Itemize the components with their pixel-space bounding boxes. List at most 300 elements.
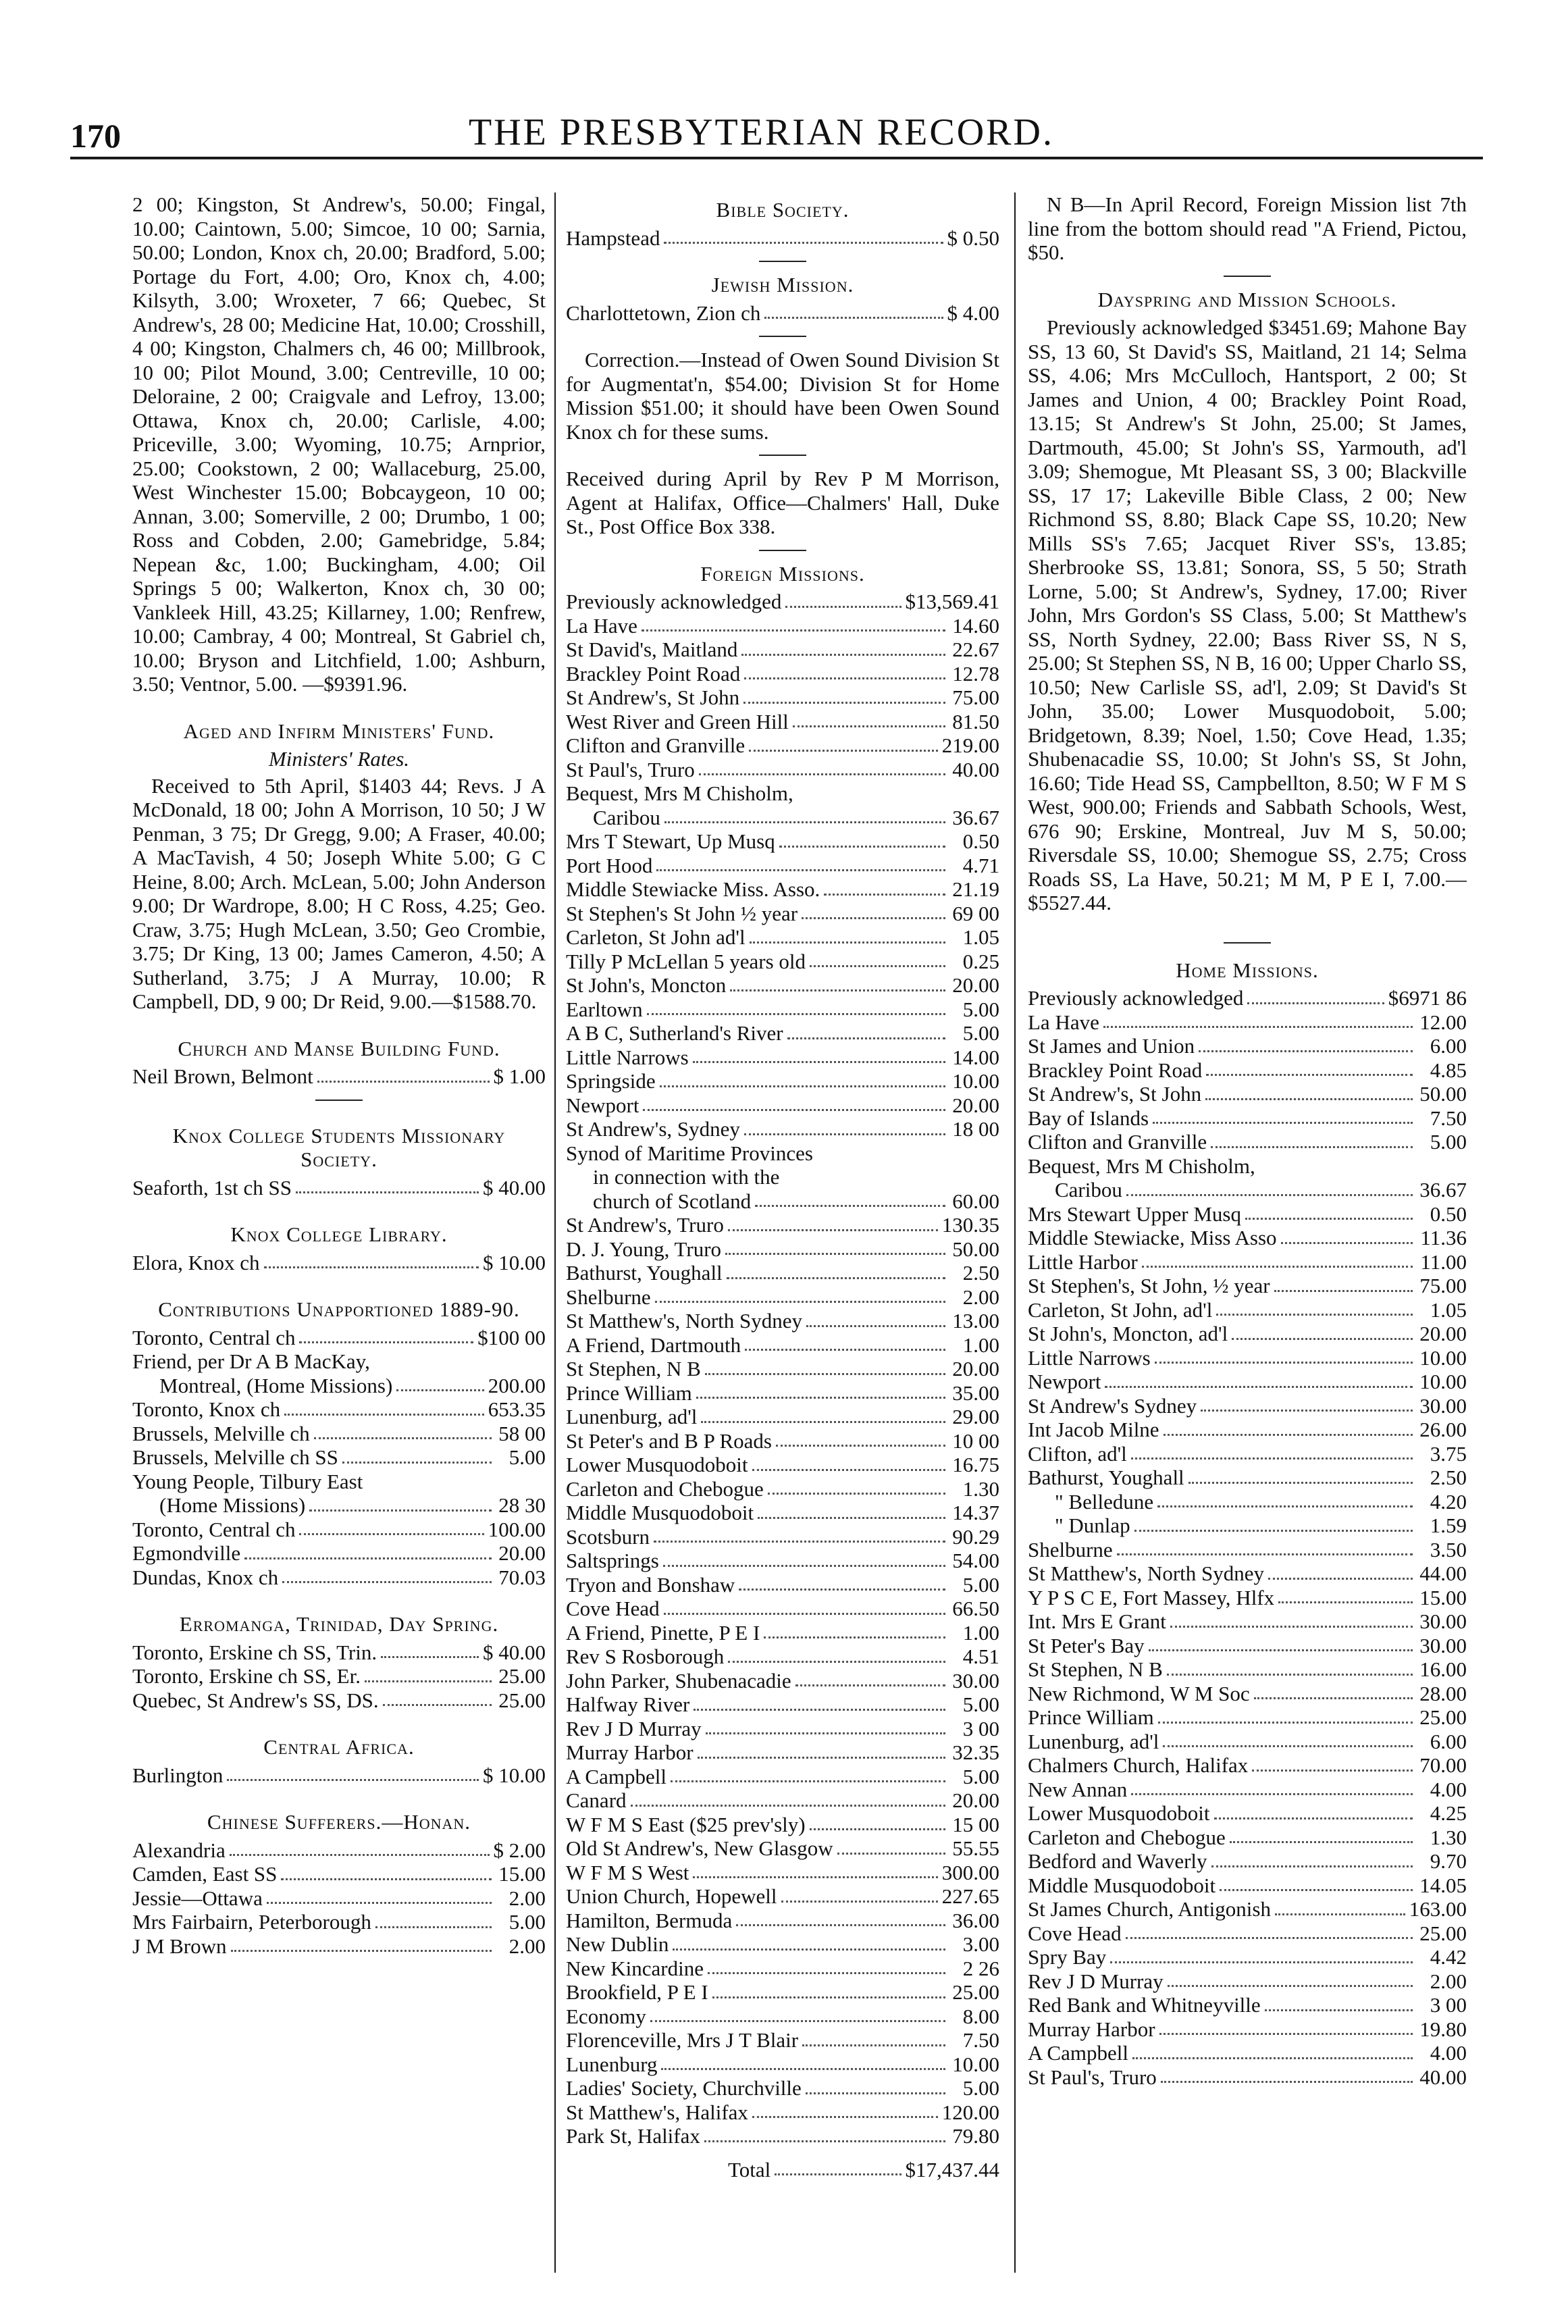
ledger-row bbox=[1028, 1682, 1467, 1706]
leader-dots bbox=[694, 1709, 945, 1711]
ledger-row bbox=[132, 1664, 546, 1688]
entry-label: Red Bank and Whitneyville bbox=[1028, 1993, 1261, 2017]
leader-dots bbox=[793, 725, 945, 727]
ledger-row bbox=[1028, 1466, 1467, 1490]
entry-amount: 1.30 bbox=[1430, 1825, 1467, 1849]
entry-label: Little Narrows bbox=[566, 1045, 689, 1069]
leader-dots bbox=[750, 941, 945, 944]
entry-amount: 4.00 bbox=[1430, 2041, 1467, 2065]
leader-dots bbox=[1252, 1770, 1413, 1772]
leader-dots bbox=[1103, 1026, 1413, 1028]
leader-dots bbox=[655, 1301, 945, 1303]
leader-dots bbox=[1168, 1985, 1413, 1987]
leader-dots bbox=[1132, 2057, 1413, 2059]
leader-dots bbox=[284, 1414, 484, 1416]
separator bbox=[759, 550, 806, 551]
entry-label: St Stephen's St John ½ year bbox=[566, 901, 798, 925]
leader-dots bbox=[725, 1253, 945, 1255]
entry-label: Alexandria bbox=[132, 1838, 226, 1862]
entry-amount: 25.00 bbox=[1419, 1921, 1467, 1945]
entry-amount: 20.00 bbox=[498, 1541, 546, 1565]
leader-dots bbox=[663, 1565, 945, 1567]
entry-amount: 10.00 bbox=[952, 2052, 999, 2076]
entry-label: Newport bbox=[566, 1093, 639, 1117]
ledger-row bbox=[1028, 1202, 1467, 1226]
entry-amount: 6.00 bbox=[1430, 1729, 1467, 1753]
entry-amount: $ 1.00 bbox=[493, 1064, 546, 1088]
leader-dots bbox=[837, 1853, 945, 1855]
ledger-row bbox=[566, 614, 999, 638]
entry-label: Camden, East SS bbox=[132, 1862, 278, 1886]
leader-dots bbox=[806, 1325, 945, 1327]
leader-dots bbox=[755, 1205, 945, 1207]
column-3 bbox=[1028, 192, 1467, 2273]
ledger-row bbox=[132, 1064, 546, 1089]
ledger-row bbox=[1028, 1538, 1467, 1562]
entry-label: Caribou bbox=[1055, 1178, 1122, 1202]
entry-label: Bedford and Waverly bbox=[1028, 1849, 1207, 1873]
entry-amount: 25.00 bbox=[498, 1688, 546, 1712]
entry-amount: 5.00 bbox=[508, 1910, 546, 1934]
ledger-row bbox=[566, 2005, 999, 2029]
leader-dots bbox=[1214, 1817, 1413, 1819]
entry-amount: 5.00 bbox=[962, 1572, 999, 1597]
leader-dots bbox=[643, 1109, 945, 1111]
ledger-row bbox=[566, 877, 999, 902]
leader-dots bbox=[1281, 1242, 1413, 1244]
ledger-row bbox=[1028, 1490, 1467, 1514]
leader-dots bbox=[764, 317, 943, 319]
entry-amount: 19.80 bbox=[1419, 2017, 1467, 2041]
ledger-row bbox=[1028, 986, 1467, 1010]
leader-dots bbox=[739, 1589, 945, 1591]
column-rule-left bbox=[554, 192, 556, 2273]
entry-label: Mrs Stewart Upper Musq bbox=[1028, 1202, 1241, 1226]
ledger-row bbox=[132, 1886, 546, 1911]
ledger-row bbox=[566, 1909, 999, 1933]
entry-label: Toronto, Knox ch bbox=[132, 1397, 281, 1421]
leader-dots bbox=[699, 773, 945, 775]
entry-amount: 0.50 bbox=[1430, 1202, 1467, 1226]
entry-label: St Peter's Bay bbox=[1028, 1633, 1145, 1657]
entry-amount: 36.00 bbox=[952, 1908, 999, 1932]
ledger-row bbox=[1028, 1634, 1467, 1658]
ledger-row bbox=[132, 1763, 546, 1788]
ledger-row bbox=[566, 1213, 999, 1237]
leader-dots bbox=[1245, 1218, 1413, 1220]
ledger-row bbox=[566, 1980, 999, 2005]
entry-label: Brussels, Melville ch SS bbox=[132, 1445, 338, 1469]
entry-label: Brackley Point Road bbox=[566, 661, 741, 686]
ledger-row bbox=[132, 1493, 546, 1518]
ledger-row bbox=[566, 733, 999, 758]
entry-amount: 4.71 bbox=[962, 853, 999, 877]
ledger-row bbox=[1028, 1874, 1467, 1898]
leader-dots bbox=[1188, 1482, 1413, 1484]
entry-amount: 79.80 bbox=[952, 2124, 999, 2148]
column-1 bbox=[132, 192, 546, 2273]
ledger-row bbox=[1028, 1106, 1467, 1131]
ledger-row bbox=[566, 1621, 999, 1645]
ledger-row bbox=[566, 2124, 999, 2148]
ledger-row bbox=[132, 1566, 546, 1590]
separator bbox=[759, 455, 806, 456]
ledger-row bbox=[132, 1518, 546, 1542]
ledger-row bbox=[132, 1862, 546, 1886]
entry-amount: 6.00 bbox=[1430, 1034, 1467, 1058]
leader-dots bbox=[701, 1421, 945, 1423]
ledger-row bbox=[1028, 1130, 1467, 1154]
entry-amount: 4.85 bbox=[1430, 1058, 1467, 1082]
entry-label: Springside bbox=[566, 1069, 656, 1093]
entry-label: St Matthew's, North Sydney bbox=[566, 1309, 803, 1333]
entry-amount: 4.20 bbox=[1430, 1489, 1467, 1514]
entry-label: Brookfield, P E I bbox=[566, 1980, 708, 2004]
ledger-row bbox=[1028, 1514, 1467, 1538]
entry-amount: 1.30 bbox=[962, 1476, 999, 1501]
ledger-row bbox=[132, 1374, 546, 1398]
ledger-row bbox=[1028, 1250, 1467, 1274]
entry-amount: 4.25 bbox=[1430, 1801, 1467, 1825]
entry-amount: 40.00 bbox=[1419, 2065, 1467, 2089]
section-heading-chinese-sufferers: Chinese Sufferers.—Honan. bbox=[207, 1810, 471, 1834]
entry-amount: 40.00 bbox=[952, 757, 999, 781]
leader-dots bbox=[227, 1779, 479, 1781]
leader-dots bbox=[785, 606, 901, 608]
leader-dots bbox=[309, 1509, 492, 1512]
entry-label: St Andrew's, Sydney bbox=[566, 1117, 740, 1141]
entry-amount: 1.05 bbox=[1430, 1297, 1467, 1322]
section-heading-foreign-missions: Foreign Missions. bbox=[700, 561, 865, 586]
ledger-row bbox=[566, 1333, 999, 1358]
entry-label: A B C, Sutherland's River bbox=[566, 1021, 783, 1045]
entry-amount: $ 40.00 bbox=[483, 1175, 546, 1199]
ledger-row bbox=[566, 301, 999, 326]
entry-amount: 120.00 bbox=[941, 2100, 999, 2124]
ledger-row bbox=[566, 1237, 999, 1262]
entry-label: Shelburne bbox=[1028, 1537, 1113, 1561]
entry-label: Hampstead bbox=[566, 226, 660, 250]
ledger-row bbox=[132, 1445, 546, 1470]
entry-label: Lunenburg bbox=[566, 2052, 658, 2076]
entry-label: Int. Mrs E Grant bbox=[1028, 1609, 1166, 1633]
leader-dots bbox=[802, 917, 945, 919]
leader-dots bbox=[282, 1581, 492, 1583]
entry-label: in connection with the bbox=[593, 1165, 780, 1189]
entry-amount: 4.00 bbox=[1430, 1777, 1467, 1801]
entry-amount: 81.50 bbox=[952, 709, 999, 733]
entry-amount: 3.00 bbox=[962, 1932, 999, 1956]
leader-dots bbox=[314, 1437, 492, 1439]
ledger-row bbox=[1028, 1370, 1467, 1394]
entry-amount: 36.67 bbox=[952, 805, 999, 829]
entry-label: Clifton, ad'l bbox=[1028, 1441, 1127, 1466]
ledger-row bbox=[566, 1453, 999, 1477]
entry-amount: 20.00 bbox=[952, 1357, 999, 1380]
leader-dots bbox=[671, 1780, 945, 1782]
entry-amount: 90.29 bbox=[952, 1524, 999, 1549]
entry-amount: 15.00 bbox=[1419, 1585, 1467, 1609]
leader-dots bbox=[824, 894, 945, 896]
leader-dots bbox=[1155, 1362, 1413, 1364]
ledger-row bbox=[566, 925, 999, 950]
entry-label: Murray Harbor bbox=[566, 1740, 694, 1764]
entry-amount: 100.00 bbox=[488, 1517, 546, 1541]
ledger-row bbox=[566, 1309, 999, 1333]
chinese-sufferers-list bbox=[132, 1838, 546, 1959]
leader-dots bbox=[758, 1517, 945, 1519]
leader-dots bbox=[749, 750, 938, 752]
entry-label: New Kincardine bbox=[566, 1956, 704, 1980]
leader-dots bbox=[1254, 1697, 1413, 1699]
entry-label: La Have bbox=[1028, 1010, 1099, 1034]
ledger-row bbox=[566, 973, 999, 998]
leader-dots bbox=[654, 1541, 945, 1543]
leader-dots bbox=[781, 1901, 938, 1903]
ledger-row bbox=[1028, 1058, 1467, 1083]
ledger-row bbox=[1028, 1082, 1467, 1106]
entry-label: Lower Musquodoboit bbox=[1028, 1801, 1210, 1825]
leader-dots bbox=[1157, 1505, 1413, 1507]
ledger-row bbox=[1028, 1298, 1467, 1322]
entry-label: Quebec, St Andrew's SS, DS. bbox=[132, 1688, 379, 1712]
leader-dots bbox=[264, 1266, 479, 1268]
leader-dots bbox=[317, 1081, 490, 1083]
entry-amount: 32.35 bbox=[952, 1740, 999, 1764]
entry-amount: 15.00 bbox=[498, 1862, 546, 1886]
entry-label: New Dublin bbox=[566, 1932, 669, 1956]
ledger-row bbox=[566, 1285, 999, 1310]
leader-dots bbox=[775, 2173, 901, 2175]
entry-amount: 35.00 bbox=[952, 1380, 999, 1405]
entry-amount: 2.00 bbox=[1430, 1969, 1467, 1993]
entry-label: Bay of Islands bbox=[1028, 1106, 1149, 1130]
entry-label: Murray Harbor bbox=[1028, 2017, 1155, 2041]
leader-dots bbox=[779, 846, 945, 848]
leader-dots bbox=[768, 1493, 945, 1495]
ledger-row bbox=[132, 1422, 546, 1446]
leader-dots bbox=[744, 1133, 945, 1135]
entry-label: St Andrew's, Truro bbox=[566, 1213, 724, 1237]
entry-amount: 2.00 bbox=[962, 1285, 999, 1309]
entry-label: Carleton and Chebogue bbox=[1028, 1825, 1226, 1849]
ledger-row bbox=[566, 1525, 999, 1549]
section-heading-central-africa: Central Africa. bbox=[263, 1735, 415, 1759]
entry-amount: 30.00 bbox=[952, 1668, 999, 1693]
leader-dots bbox=[631, 1805, 945, 1807]
ledger-row bbox=[566, 1093, 999, 1118]
entry-label: Newport bbox=[1028, 1370, 1101, 1393]
entry-label: St Andrew's Sydney bbox=[1028, 1393, 1197, 1418]
leader-dots bbox=[705, 1373, 945, 1375]
entry-label: Port Hood bbox=[566, 853, 653, 877]
entry-label: Tilly P McLellan 5 years old bbox=[566, 949, 806, 973]
leader-dots bbox=[1131, 1457, 1413, 1460]
ledger-row bbox=[132, 1641, 546, 1665]
entry-amount: 200.00 bbox=[488, 1373, 546, 1397]
entry-label: St Paul's, Truro bbox=[1028, 2065, 1157, 2089]
ledger-row bbox=[1028, 1921, 1467, 1946]
ledger-row bbox=[566, 1765, 999, 1789]
leader-dots bbox=[1149, 1649, 1413, 1651]
entry-label: W F M S East ($25 prev'sly) bbox=[566, 1812, 806, 1836]
entry-amount: 300.00 bbox=[941, 1860, 999, 1884]
leader-dots bbox=[230, 1854, 490, 1856]
leader-dots bbox=[342, 1462, 492, 1464]
entry-label: Middle Musquodoboit bbox=[566, 1501, 754, 1524]
leader-dots bbox=[381, 1656, 479, 1658]
ledger-row bbox=[132, 1838, 546, 1863]
entry-label: Union Church, Hopewell bbox=[566, 1884, 777, 1908]
entry-label: Rev J D Murray bbox=[566, 1716, 702, 1740]
leader-dots bbox=[1278, 1601, 1413, 1603]
entry-amount: 13.00 bbox=[952, 1309, 999, 1333]
entry-amount: 4.42 bbox=[1430, 1945, 1467, 1969]
leader-dots bbox=[1211, 1865, 1413, 1867]
entry-amount: 29.00 bbox=[952, 1405, 999, 1428]
correction-note-nb: N B—In April Record, Foreign Mission list 7th line from the bottom should read "A Friend, Pictou, $50. bbox=[1028, 192, 1467, 264]
page-number: 170 bbox=[70, 117, 121, 155]
entry-label: A Friend, Pinette, P E I bbox=[566, 1620, 760, 1645]
leader-dots bbox=[802, 2044, 945, 2046]
leader-dots bbox=[296, 1191, 479, 1193]
leader-dots bbox=[752, 2116, 938, 2118]
ledger-row bbox=[566, 686, 999, 710]
ledger-row bbox=[566, 2028, 999, 2052]
ledger-row bbox=[1028, 1418, 1467, 1442]
entry-amount: 0.50 bbox=[962, 829, 999, 853]
leader-dots bbox=[744, 677, 945, 679]
leader-dots bbox=[1164, 1434, 1413, 1436]
leader-dots bbox=[806, 2092, 945, 2094]
entry-amount: 1.00 bbox=[962, 1333, 999, 1357]
entry-amount: 20.00 bbox=[952, 1093, 999, 1117]
ledger-row bbox=[1028, 1849, 1467, 1874]
knox-library-list bbox=[132, 1251, 546, 1275]
entry-label: Toronto, Central ch bbox=[132, 1517, 296, 1541]
ledger-row bbox=[566, 590, 999, 614]
entry-amount: 70.03 bbox=[498, 1565, 546, 1589]
entry-label: D. J. Young, Truro bbox=[566, 1237, 722, 1261]
entry-label: A Campbell bbox=[1028, 2041, 1128, 2065]
entry-label: St James and Union bbox=[1028, 1034, 1195, 1058]
ledger-row bbox=[1028, 2065, 1467, 2090]
entry-amount: 4.51 bbox=[962, 1645, 999, 1668]
leader-dots bbox=[1158, 1722, 1413, 1724]
jewish-mission-list bbox=[566, 301, 999, 326]
leader-dots bbox=[727, 1277, 945, 1279]
entry-label: Ladies' Society, Churchville bbox=[566, 2076, 802, 2100]
leader-dots bbox=[231, 1950, 492, 1952]
entry-amount: 14.60 bbox=[952, 613, 999, 638]
leader-dots bbox=[1211, 1146, 1413, 1148]
entry-label: John Parker, Shubenacadie bbox=[566, 1668, 791, 1693]
entry-label: J M Brown bbox=[132, 1934, 227, 1958]
ledger-row bbox=[1028, 1897, 1467, 1921]
entry-label: Cove Head bbox=[566, 1597, 660, 1620]
ledger-row bbox=[1028, 1778, 1467, 1802]
entry-amount: 2.00 bbox=[508, 1886, 546, 1910]
entry-label: Cove Head bbox=[1028, 1921, 1122, 1945]
entry-label: A Campbell bbox=[566, 1764, 667, 1788]
home-missions-list bbox=[1028, 986, 1467, 2089]
column-2 bbox=[566, 192, 999, 2273]
entry-label: " Dunlap bbox=[1055, 1514, 1130, 1537]
entry-amount: 26.00 bbox=[1419, 1418, 1467, 1441]
entry-amount: 163.00 bbox=[1409, 1897, 1467, 1921]
separator bbox=[1224, 942, 1271, 944]
entry-amount: 50.00 bbox=[1419, 1082, 1467, 1106]
entry-label: St John's, Moncton, ad'l bbox=[1028, 1322, 1228, 1345]
ledger-row bbox=[566, 1069, 999, 1093]
leader-dots bbox=[1167, 1674, 1413, 1676]
entry-label: Caribou bbox=[593, 805, 660, 829]
entry-amount: 75.00 bbox=[952, 686, 999, 709]
leader-dots bbox=[299, 1533, 484, 1535]
entry-label: W F M S West bbox=[566, 1860, 689, 1884]
entry-amount: 30.00 bbox=[1419, 1393, 1467, 1418]
ledger-row bbox=[566, 829, 999, 854]
ledger-row bbox=[1028, 1442, 1467, 1466]
entry-label: Bequest, Mrs M Chisholm, bbox=[566, 781, 793, 805]
entry-label: Hamilton, Bermuda bbox=[566, 1908, 733, 1932]
ledger-row bbox=[132, 1176, 546, 1200]
entry-amount: $ 4.00 bbox=[947, 301, 999, 325]
leader-dots bbox=[736, 1924, 945, 1926]
entry-label: Middle Stewiacke, Miss Asso bbox=[1028, 1226, 1277, 1249]
entry-label: St John's, Moncton bbox=[566, 973, 727, 997]
leader-dots bbox=[1142, 1266, 1413, 1268]
entry-label: Prince William bbox=[1028, 1705, 1154, 1729]
entry-label: Elora, Knox ch bbox=[132, 1250, 260, 1274]
entry-amount: $6971 86 bbox=[1388, 986, 1467, 1010]
leader-dots bbox=[752, 1469, 945, 1471]
ledger-row bbox=[566, 1957, 999, 1981]
entry-label: St Matthew's, North Sydney bbox=[1028, 1561, 1265, 1585]
entry-amount: 75.00 bbox=[1419, 1274, 1467, 1297]
leader-dots bbox=[1275, 1913, 1405, 1915]
entry-label: Clifton and Granville bbox=[566, 733, 746, 757]
entry-label: Florenceville, Mrs J T Blair bbox=[566, 2028, 799, 2052]
entry-amount: 25.00 bbox=[1419, 1705, 1467, 1729]
ledger-row bbox=[1028, 1730, 1467, 1754]
entry-amount: 653.35 bbox=[488, 1397, 546, 1421]
entry-label: Mrs T Stewart, Up Musq bbox=[566, 829, 775, 853]
ledger-row bbox=[1028, 1034, 1467, 1058]
knox-students-list bbox=[132, 1176, 546, 1200]
leader-dots bbox=[1274, 1290, 1413, 1292]
leader-dots bbox=[712, 1996, 945, 1998]
ledger-row bbox=[566, 1884, 999, 1909]
entry-label: Halfway River bbox=[566, 1693, 690, 1716]
entry-amount: 10.00 bbox=[1419, 1345, 1467, 1370]
entry-amount: 12.78 bbox=[952, 661, 999, 686]
ledger-row bbox=[1028, 1657, 1467, 1682]
ledger-row bbox=[566, 638, 999, 662]
entry-label: St James Church, Antigonish bbox=[1028, 1897, 1271, 1921]
leader-dots bbox=[1201, 1410, 1413, 1412]
leader-dots bbox=[267, 1902, 492, 1904]
ledger-row bbox=[566, 1861, 999, 1885]
section-heading-church-manse: Church and Manse Building Fund. bbox=[178, 1036, 500, 1060]
entry-label: Little Narrows bbox=[1028, 1345, 1151, 1370]
ledger-row bbox=[566, 1813, 999, 1837]
leader-dots bbox=[1131, 1793, 1413, 1795]
leader-dots bbox=[1220, 1889, 1413, 1891]
entry-amount: 5.00 bbox=[508, 1445, 546, 1469]
leader-dots bbox=[661, 2068, 945, 2070]
ledger-row bbox=[566, 1740, 999, 1765]
